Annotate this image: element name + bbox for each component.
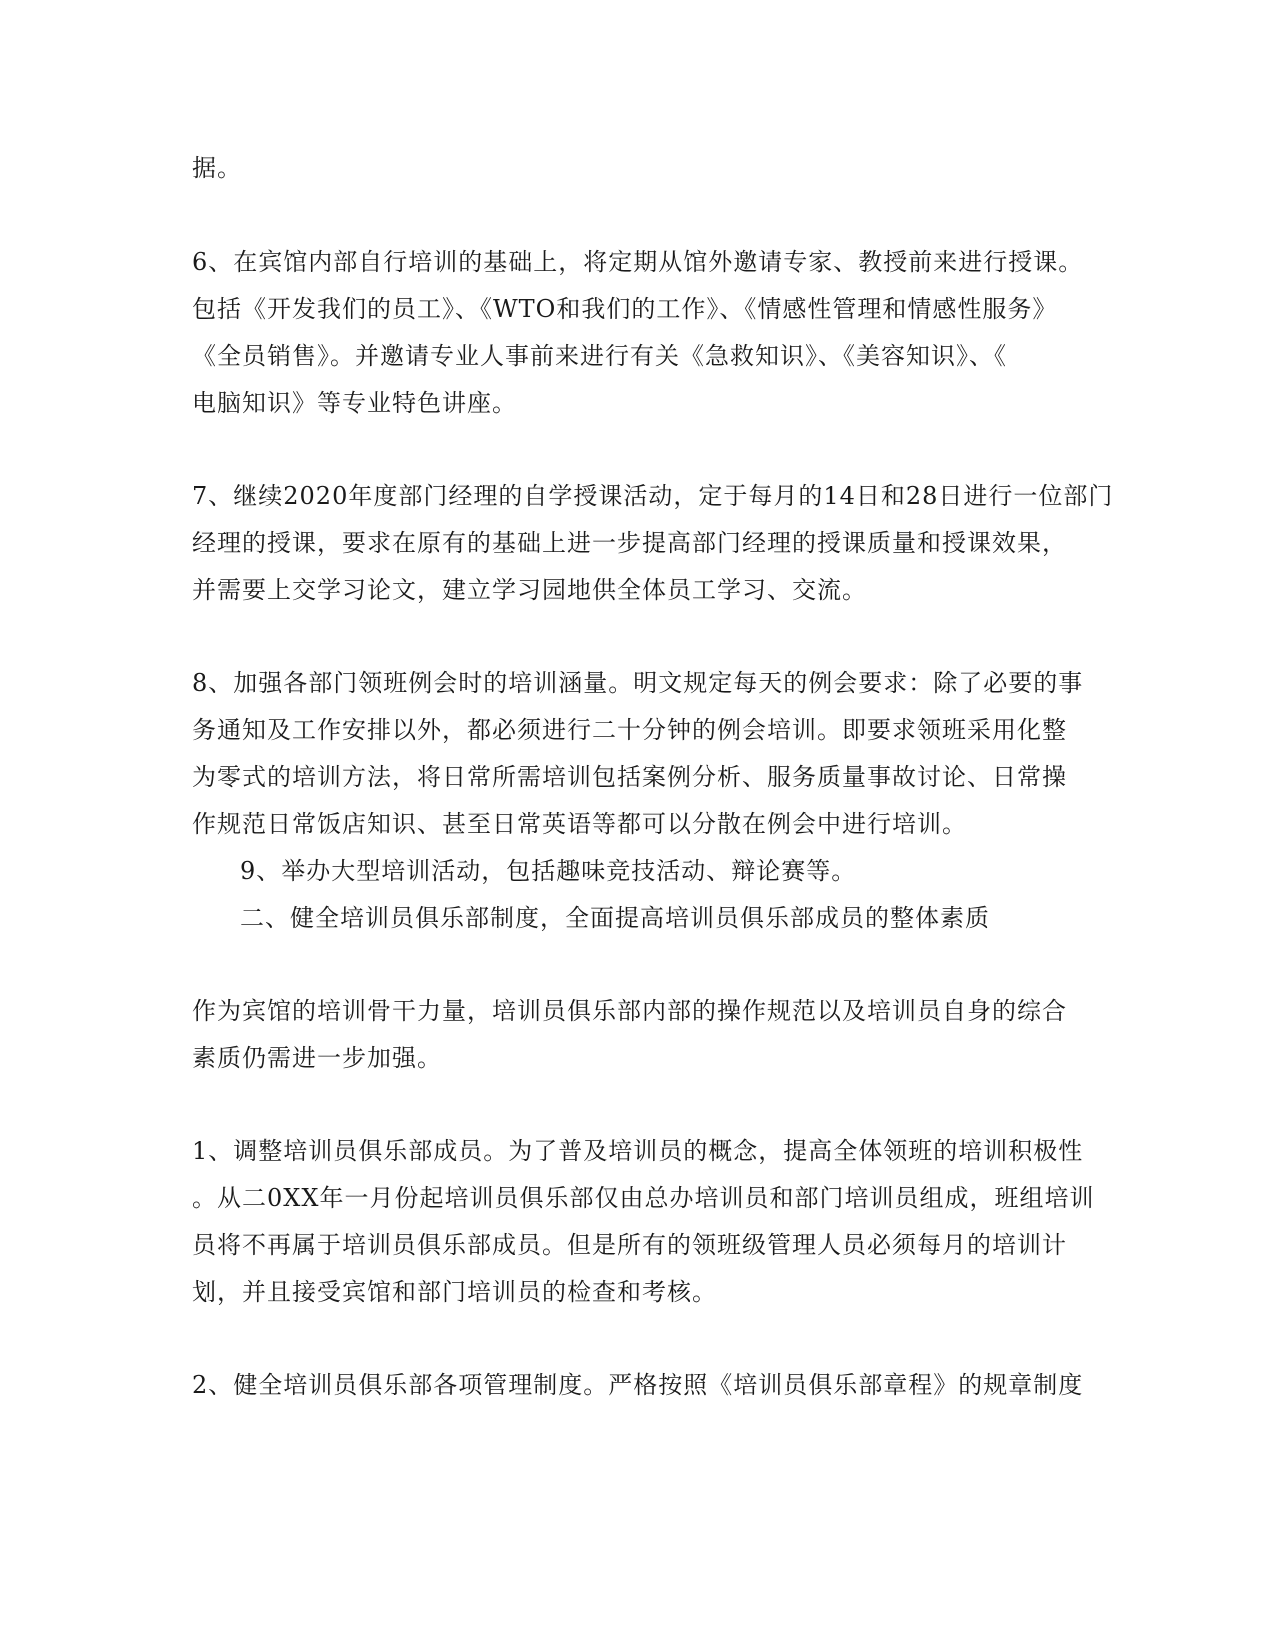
text-line: 为零式的培训方法，将日常所需培训包括案例分析、服务质量事故讨论、日常操 — [192, 763, 1067, 791]
text-line: 7、继续2020年度部门经理的自学授课活动，定于每月的14日和28日进行一位部门 — [192, 482, 1114, 510]
text-line: 务通知及工作安排以外，都必须进行二十分钟的例会培训。即要求领班采用化整 — [192, 716, 1067, 744]
text-line: 作为宾馆的培训骨干力量，培训员俱乐部内部的操作规范以及培训员自身的综合 — [192, 997, 1067, 1025]
text-line: 1、调整培训员俱乐部成员。为了普及培训员的概念，提高全体领班的培训积极性 — [192, 1137, 1084, 1165]
text-line: 划，并且接受宾馆和部门培训员的检查和考核。 — [192, 1278, 717, 1306]
text-line: 素质仍需进一步加强。 — [192, 1044, 442, 1072]
text-line: 电脑知识》等专业特色讲座。 — [192, 389, 517, 417]
text-line: 9、举办大型培训活动，包括趣味竞技活动、辩论赛等。 — [240, 857, 857, 885]
text-line: 6、在宾馆内部自行培训的基础上，将定期从馆外邀请专家、教授前来进行授课。 — [192, 248, 1084, 276]
text-line: 。从二0XX年一月份起培训员俱乐部仅由总办培训员和部门培训员组成，班组培训 — [192, 1184, 1095, 1212]
text-line: 并需要上交学习论文，建立学习园地供全体员工学习、交流。 — [192, 576, 867, 604]
section-heading: 二、健全培训员俱乐部制度，全面提高培训员俱乐部成员的整体素质 — [240, 904, 990, 932]
text-line: 员将不再属于培训员俱乐部成员。但是所有的领班级管理人员必须每月的培训计 — [192, 1231, 1067, 1259]
text-line: 8、加强各部门领班例会时的培训涵量。明文规定每天的例会要求：除了必要的事 — [192, 669, 1084, 697]
text-line: 据。 — [192, 154, 242, 182]
text-line: 包括《开发我们的员工》、《WTO和我们的工作》、《情感性管理和情感性服务》 — [192, 295, 1058, 323]
text-line: 经理的授课，要求在原有的基础上进一步提高部门经理的授课质量和授课效果， — [192, 529, 1067, 557]
text-line: 《全员销售》。并邀请专业人事前来进行有关《急救知识》、《美容知识》、《 — [192, 342, 1007, 370]
text-line: 2、健全培训员俱乐部各项管理制度。严格按照《培训员俱乐部章程》的规章制度 — [192, 1371, 1084, 1399]
text-line: 作规范日常饭店知识、甚至日常英语等都可以分散在例会中进行培训。 — [192, 810, 967, 838]
